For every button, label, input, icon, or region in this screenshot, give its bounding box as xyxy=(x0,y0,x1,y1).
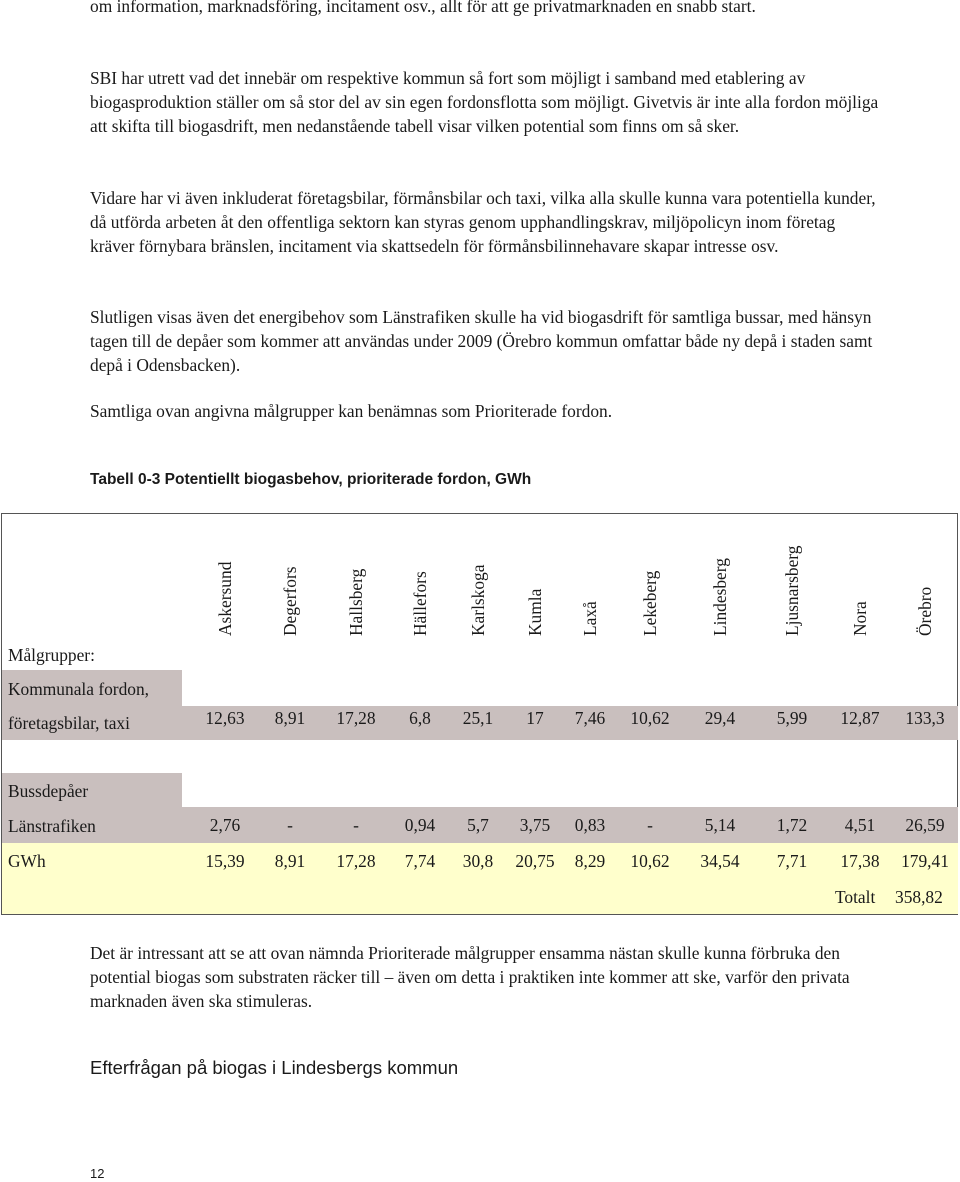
paragraph-vidare: Vidare har vi även inkluderat företagsbilar, förmånsbilar och taxi, vilka alla skulle kunna vara potentiella kunder, då utförda arbeten åt den offentliga sektorn kan styras genom upphandlingskrav, miljöpolicyn inom företag kräver förnybara bränslen, incitament via skattsedeln för förmånsbilinnehavare skapar intresse osv. xyxy=(90,188,876,256)
table-cell: 10,62 xyxy=(630,851,670,871)
total-value: 358,82 xyxy=(895,887,943,907)
table-cell: - xyxy=(287,815,293,835)
table-cell: 25,1 xyxy=(462,708,494,728)
table-cell: 7,74 xyxy=(404,851,436,871)
column-header: Ljusnarsberg xyxy=(782,545,802,636)
table-cell: 10,62 xyxy=(630,708,670,728)
column-header: Hallsberg xyxy=(346,568,366,636)
section-heading: Efterfrågan på biogas i Lindesbergs kommun xyxy=(90,1057,459,1078)
table-cell: 17,28 xyxy=(336,708,376,728)
table-cell: 6,8 xyxy=(409,708,431,728)
table-cell: - xyxy=(647,815,653,835)
row-label-buss-line1: Bussdepåer xyxy=(8,781,89,801)
paragraph-closing: Det är intressant att se att ovan nämnda Prioriterade målgrupper ensamma nästan skulle kunna förbruka den potential biogas som substraten räcker till – även om detta i praktiken inte kommer att ske, varför den privata marknaden även ska stimuleras. xyxy=(90,943,850,1011)
column-header: Lindesberg xyxy=(710,558,730,636)
table-cell: 8,91 xyxy=(274,851,306,871)
table-cell: 3,75 xyxy=(519,815,551,835)
paragraph-sbi: SBI har utrett vad det innebär om respektive kommun så fort som möjligt i samband med etablering av biogasproduktion ställer om så stor del av sin egen fordonsflotta som möjligt. Givetvis är inte alla fordon möjliga att skifta till biogasdrift, men nedanstående tabell visar vilken potential som finns om så sker. xyxy=(90,68,879,136)
column-header: Askersund xyxy=(215,561,235,636)
table-cell: 7,71 xyxy=(776,851,808,871)
table-cell: 29,4 xyxy=(704,708,736,728)
table-caption: Tabell 0-3 Potentiellt biogasbehov, prioriterade fordon, GWh xyxy=(90,471,532,488)
table-cell: 5,14 xyxy=(704,815,736,835)
table-cell: 179,41 xyxy=(901,851,949,871)
table-cell: 5,99 xyxy=(776,708,808,728)
paragraph-slutligen: Slutligen visas även det energibehov som Länstrafiken skulle ha vid biogasdrift för samtliga bussar, med hänsyn tagen till de depåer som kommer att användas under 2009 (Örebro kommun omfattar både ny depå i staden samt depå i Odensbacken). xyxy=(90,307,873,375)
table-cell: 12,87 xyxy=(840,708,880,728)
page-number: 12 xyxy=(90,1166,105,1181)
paragraph-intro-tail: om information, marknadsföring, incitament osv., allt för att ge privatmarknaden en snabb start. xyxy=(90,0,756,16)
group-label: Målgrupper: xyxy=(8,645,95,665)
row-label-gwh: GWh xyxy=(8,851,46,871)
column-header: Karlskoga xyxy=(468,564,488,636)
row-label-kommunala-line1: Kommunala fordon, xyxy=(8,679,150,699)
table-cell: 2,76 xyxy=(209,815,241,835)
table-cell: 20,75 xyxy=(515,851,555,871)
table-cell: 7,46 xyxy=(574,708,606,728)
table-cell: 17,28 xyxy=(336,851,376,871)
table-cell: 15,39 xyxy=(205,851,245,871)
column-header: Lekeberg xyxy=(640,570,660,636)
table-cell: 8,29 xyxy=(574,851,606,871)
table-cell: 1,72 xyxy=(776,815,808,835)
paragraph-samtliga: Samtliga ovan angivna målgrupper kan benämnas som Prioriterade fordon. xyxy=(90,401,613,421)
row-label-kommunala-line2: företagsbilar, taxi xyxy=(8,713,130,733)
column-header: Nora xyxy=(850,601,870,636)
column-header: Örebro xyxy=(915,586,935,636)
column-header: Kumla xyxy=(525,588,545,636)
table-cell: - xyxy=(353,815,359,835)
total-label: Totalt xyxy=(835,887,876,907)
table-cell: 4,51 xyxy=(844,815,876,835)
table-cell: 17 xyxy=(526,708,544,728)
table-cell: 30,8 xyxy=(462,851,494,871)
column-header: Laxå xyxy=(580,601,600,636)
column-header: Hällefors xyxy=(410,571,430,636)
table-cell: 12,63 xyxy=(205,708,245,728)
table-cell: 133,3 xyxy=(905,708,945,728)
table-cell: 17,38 xyxy=(840,851,880,871)
table-cell: 0,94 xyxy=(404,815,436,835)
table-cell: 8,91 xyxy=(274,708,306,728)
table-cell: 0,83 xyxy=(574,815,606,835)
table-cell: 34,54 xyxy=(700,851,740,871)
table-cell: 26,59 xyxy=(905,815,945,835)
row-label-buss-line2: Länstrafiken xyxy=(8,816,96,836)
table-cell: 5,7 xyxy=(467,815,489,835)
column-header: Degerfors xyxy=(280,566,300,636)
